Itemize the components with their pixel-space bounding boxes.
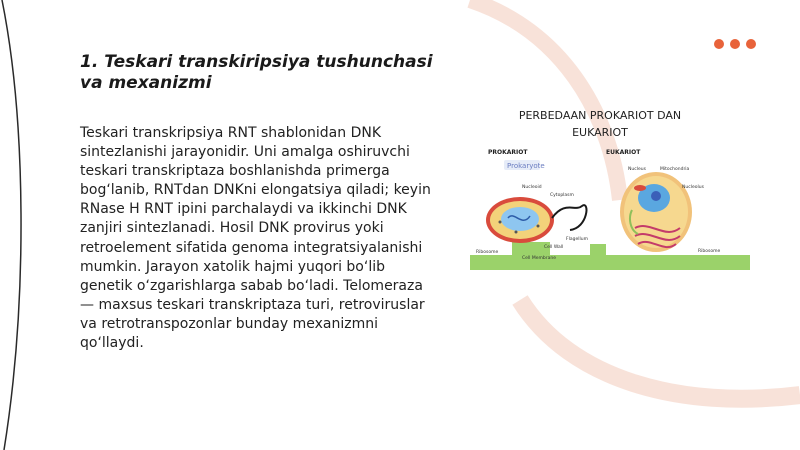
prokaryote-heading: PROKARIOT (488, 149, 528, 156)
label-cell-membrane: Cell Membrane (522, 256, 556, 261)
label-cell-wall: Cell Wall (544, 245, 564, 250)
prokaryote-banner-label: Prokaryote (507, 162, 545, 170)
label-mitochondria: Mitochondria (660, 167, 690, 172)
flagellum-icon (552, 205, 586, 230)
cell-illustration (470, 140, 750, 285)
label-ribosome-euk: Ribosome (698, 249, 721, 254)
cell-comparison-figure (470, 140, 750, 285)
mitochondria-icon (634, 185, 646, 191)
label-ribosome-prok: Ribosome (476, 250, 499, 255)
slide-title: 1. Teskari transkiripsiya tushunchasi va mexanizmi (80, 52, 433, 93)
slide-body-text: Teskari transkripsiya RNT shablonidan DNK sintezlanishi jarayonidir. Uni amalga oshiruvchi teskari transkriptaza boshlanishda primerga bog‘lanib, RNTdan DNKni elongatsiya qiladi; keyin RNase H RNT ipini parchalaydi va ikkinchi DNK zanjiri sintezlanadi. Hosil DNK provirus yoki retroelement sifatida genoma integratsiyalanishi mumkin. Jarayon xatolik hajmi yuqori bo‘lib genetik o‘zgarishlarga sabab bo‘ladi. Telomeraza — maxsus teskari transkriptaza turi, retroviruslar va retrotranspozonlar bunday mexanizmni qo‘llaydi. (80, 125, 431, 352)
cell-ground (470, 242, 750, 270)
accent-dot (746, 39, 756, 49)
label-nucleus: Nucleus (628, 167, 646, 172)
label-nucleolus: Nucleolus (682, 185, 704, 190)
label-cytoplasm: Cytoplasm (550, 193, 574, 198)
accent-dot (714, 39, 724, 49)
eukaryote-heading: EUKARIOT (606, 149, 641, 156)
label-flagellum: Flagellum (566, 237, 588, 242)
eukaryote-nucleolus (651, 191, 661, 201)
left-decorative-line (0, 0, 40, 450)
label-nucleoid: Nucleoid (522, 185, 542, 190)
accent-dot (730, 39, 740, 49)
accent-dots (714, 39, 756, 49)
figure-title: PERBEDAAN PROKARIOT DAN EUKARIOT (518, 109, 682, 139)
